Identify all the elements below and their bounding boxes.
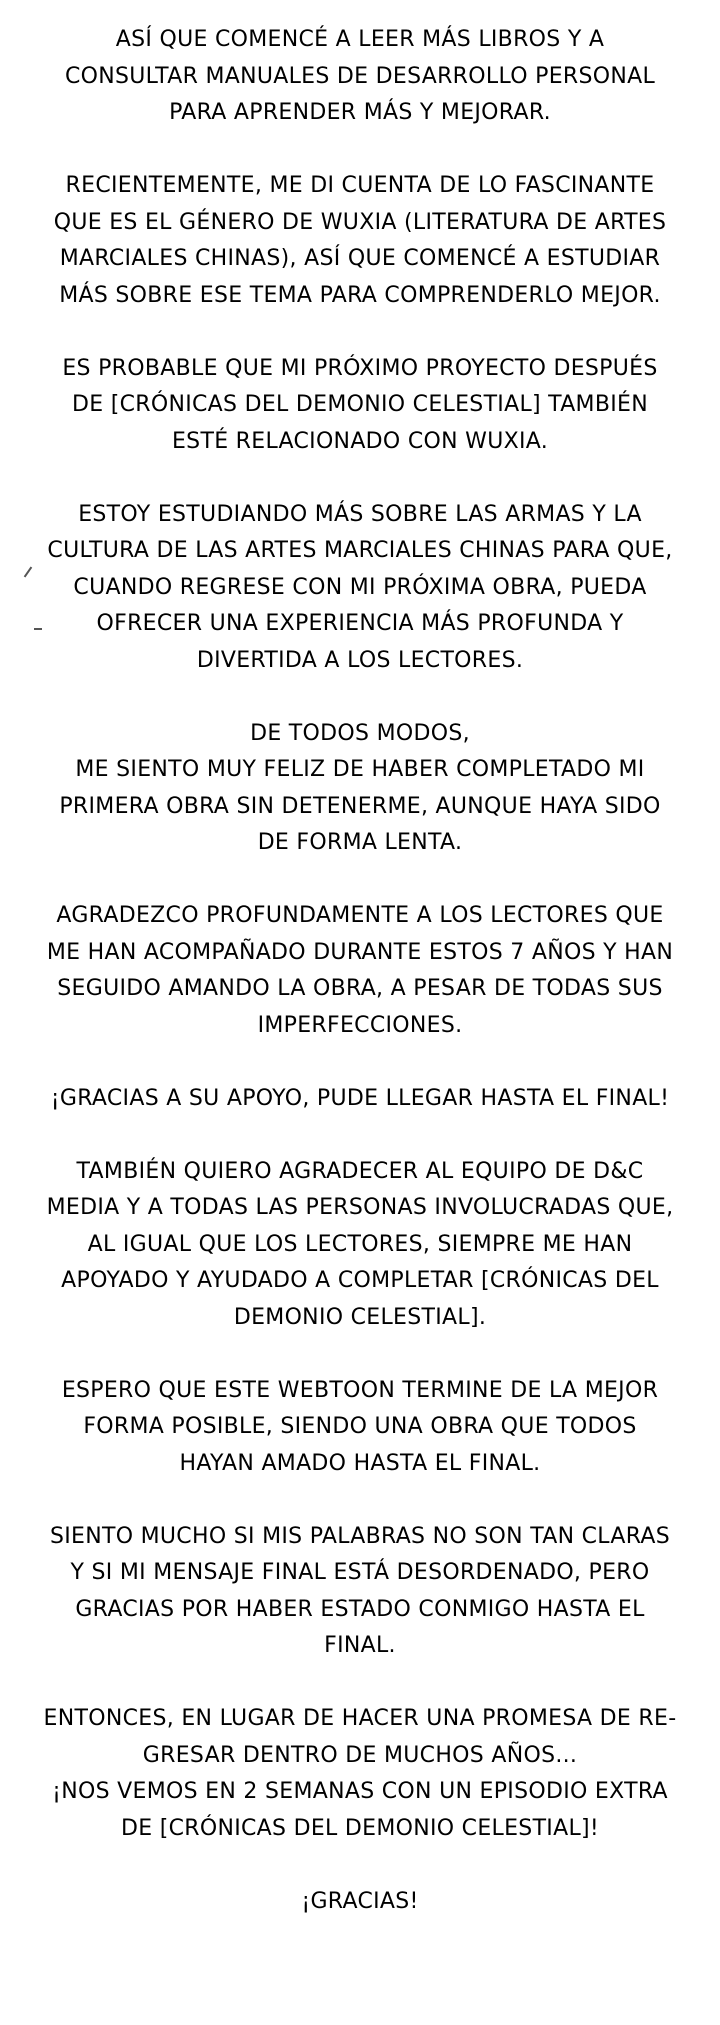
text-line: DE [CRÓNICAS DEL DEMONIO CELESTIAL] TAMBIÉN <box>72 392 648 417</box>
text-line: ENTONCES, EN LUGAR DE HACER UNA PROMESA DE RE- <box>43 1706 677 1731</box>
paragraph-12 <box>0 1884 720 1921</box>
text-line: APOYADO Y AYUDADO A COMPLETAR [CRÓNICAS DEL <box>61 1268 659 1293</box>
text-line: GRESAR DENTRO DE MUCHOS AÑOS... <box>142 1742 578 1768</box>
text-line: DIVERTIDA A LOS LECTORES. <box>196 647 524 673</box>
text-line: QUE ES EL GÉNERO DE WUXIA (LITERATURA DE ARTES <box>53 209 667 235</box>
text-line: DE [CRÓNICAS DEL DEMONIO CELESTIAL]! <box>121 1815 599 1841</box>
text-line: TAMBIÉN QUIERO AGRADECER AL EQUIPO DE D&C <box>76 1158 644 1184</box>
stray-dash-mark <box>34 628 42 630</box>
text-line: ESTOY ESTUDIANDO MÁS SOBRE LAS ARMAS Y LA <box>78 501 642 527</box>
text-line: DEMONIO CELESTIAL]. <box>233 1304 487 1330</box>
text-line: MARCIALES CHINAS), ASÍ QUE COMENCÉ A ESTUDIAR <box>59 246 661 271</box>
text-line: ME SIENTO MUY FELIZ DE HABER COMPLETADO MI <box>75 757 645 782</box>
text-line: PARA APRENDER MÁS Y MEJORAR. <box>169 100 551 125</box>
text-line: PRIMERA OBRA SIN DETENERME, AUNQUE HAYA SIDO <box>59 793 661 819</box>
paragraph-6 <box>0 898 720 1044</box>
paragraph-4 <box>0 497 720 680</box>
text-line: CONSULTAR MANUALES DE DESARROLLO PERSONAL <box>64 63 656 89</box>
text-line: ASÍ QUE COMENCÉ A LEER MÁS LIBROS Y A <box>115 27 605 52</box>
text-line: ESTÉ RELACIONADO CON WUXIA. <box>171 428 549 454</box>
text-line: CULTURA DE LAS ARTES MARCIALES CHINAS PARA QUE, <box>47 538 673 563</box>
text-line: ESPERO QUE ESTE WEBTOON TERMINE DE LA MEJOR <box>61 1377 659 1403</box>
text-line: IMPERFECCIONES. <box>257 1012 463 1038</box>
text-line: CUANDO REGRESE CON MI PRÓXIMA OBRA, PUEDA <box>73 574 647 600</box>
text-line: ¡GRACIAS A SU APOYO, PUDE LLEGAR HASTA EL FINAL! <box>50 1085 670 1111</box>
paragraph-7 <box>0 1081 720 1118</box>
text-line: ME HAN ACOMPAÑADO DURANTE ESTOS 7 AÑOS Y HAN <box>46 939 674 965</box>
text-line: MEDIA Y A TODAS LAS PERSONAS INVOLUCRADAS QUE, <box>46 1195 674 1220</box>
paragraph-11 <box>0 1701 720 1847</box>
text-line: Y SI MI MENSAJE FINAL ESTÁ DESORDENADO, PERO <box>70 1560 650 1585</box>
text-line: SIENTO MUCHO SI MIS PALABRAS NO SON TAN CLARAS <box>49 1523 671 1549</box>
text-line: ¡GRACIAS! <box>301 1888 419 1914</box>
paragraph-1 <box>0 22 720 132</box>
text-line: FINAL. <box>324 1633 396 1658</box>
text-line: DE TODOS MODOS, <box>250 720 470 746</box>
text-line: MÁS SOBRE ESE TEMA PARA COMPRENDERLO MEJOR. <box>59 282 661 308</box>
paragraph-9 <box>0 1373 720 1483</box>
paragraph-3 <box>0 351 720 461</box>
text-line: OFRECER UNA EXPERIENCIA MÁS PROFUNDA Y <box>96 611 624 636</box>
paragraph-5 <box>0 716 720 862</box>
text-line: ES PROBABLE QUE MI PRÓXIMO PROYECTO DESPUÉS <box>62 355 658 381</box>
text-line: FORMA POSIBLE, SIENDO UNA OBRA QUE TODOS <box>83 1414 637 1439</box>
paragraph-2 <box>0 168 720 314</box>
text-line: ¡NOS VEMOS EN 2 SEMANAS CON UN EPISODIO EXTRA <box>52 1779 668 1804</box>
letter-text <box>0 22 720 1957</box>
text-line: AGRADEZCO PROFUNDAMENTE A LOS LECTORES QUE <box>56 903 664 928</box>
text-line: RECIENTEMENTE, ME DI CUENTA DE LO FASCINANTE <box>65 173 655 198</box>
text-line: SEGUIDO AMANDO LA OBRA, A PESAR DE TODAS SUS <box>57 976 663 1001</box>
paragraph-8 <box>0 1154 720 1337</box>
text-line: DE FORMA LENTA. <box>257 830 463 855</box>
text-line: AL IGUAL QUE LOS LECTORES, SIEMPRE ME HAN <box>87 1231 633 1257</box>
text-line: HAYAN AMADO HASTA EL FINAL. <box>179 1450 541 1476</box>
text-line: GRACIAS POR HABER ESTADO CONMIGO HASTA EL <box>75 1596 645 1622</box>
paragraph-10 <box>0 1519 720 1665</box>
